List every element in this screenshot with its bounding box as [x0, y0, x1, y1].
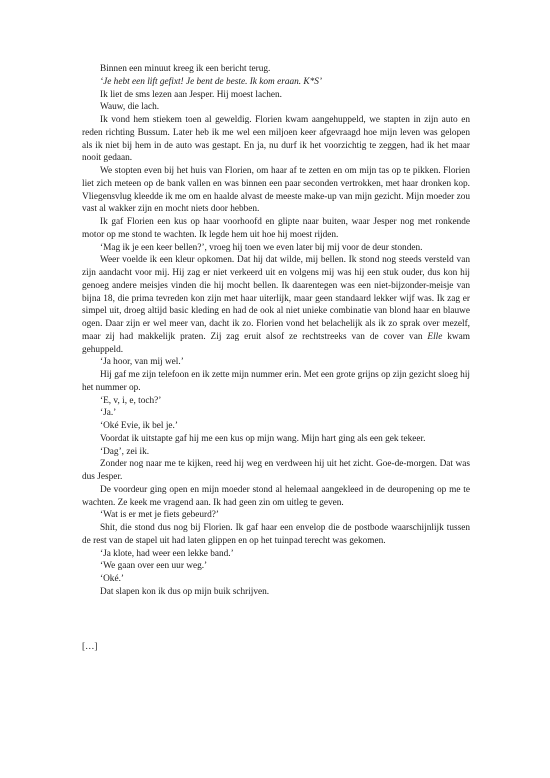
- paragraph: Binnen een minuut kreeg ik een bericht terug.: [100, 64, 271, 74]
- paragraph: Weer voelde ik een kleur opkomen. Dat hij dat wilde, mij bellen. Ik stond nog steeds versteld van zijn aandacht voor mij. Hij zag er niet verkeerd uit en volgens mij was hij een stuk ouder, dus kon hij genoeg andere meisjes vinden die hij mocht bellen. Ik daarentegen was een niet-bijzonder-meisje van bijna 18, die prima tevreden kon zijn met haar uiterlijk, maar geen standaard lekker wijf was. Ik zag er simpel uit, droeg altijd basic kleding en had de ook al niet unieke combinatie van blond haar en blauwe ogen. Daar zijn er wel meer van, dacht ik zo. Florien vond het belachelijk als ik zo sprak over mezelf, maar zij had makkelijk praten. Zij zag eruit alsof ze rechtstreeks van de cover van Elle kwam gehuppeld.: [82, 255, 471, 355]
- paragraph: Dat slapen kon ik dus op mijn buik schrijven.: [100, 586, 270, 597]
- body-text: [82, 63, 470, 599]
- paragraph: ‘Dag’, zei ik.: [100, 446, 150, 457]
- paragraph: Ik gaf Florien een kus op haar voorhoofd en glipte naar buiten, waar Jesper nog met ronkende motor op me stond te wachten. Ik legde hem uit hoe hij moest rijden.: [82, 217, 470, 240]
- magazine-title: Elle: [427, 331, 443, 342]
- paragraph: Zonder nog naar me te kijken, reed hij weg en verdween hij uit het zicht. Goe-de-morgen. Dat was dus Jesper.: [82, 459, 470, 482]
- paragraph: ‘Oké Evie, ik bel je.’: [100, 421, 178, 431]
- paragraph: ‘Ja hoor, van mij wel.’: [100, 357, 184, 368]
- omission-marker: […]: [82, 642, 98, 652]
- paragraph: We stopten even bij het huis van Florien, om haar af te zetten en om mijn tas op te pikken. Florien liet zich meteen op de bank vallen en was binnen een paar seconden vertrokken, met haar dronken kop. Vliegensvlug kleedde ik me om en haalde alvast de meeste make-up van mijn gezicht. Mijn moeder zou vast al wakker zijn en mocht niets door hebben.: [82, 166, 470, 215]
- paragraph: ‘Wat is er met je fiets gebeurd?’: [100, 510, 220, 521]
- paragraph: Shit, die stond dus nog bij Florien. Ik gaf haar een envelop die de postbode waarschijnlijk tussen de rest van de stapel uit had laten glippen en op het tuinpad terecht was gekomen.: [82, 523, 470, 546]
- paragraph: Hij gaf me zijn telefoon en ik zette mijn nummer erin. Met een grote grijns op zijn gezicht sloeg hij het nummer op.: [82, 370, 470, 393]
- paragraph: ‘Je hebt een lift gefixt! Je bent de beste. Ik kom eraan. K*S’: [100, 76, 323, 87]
- paragraph: ‘Oké.’: [100, 574, 125, 584]
- paragraph: Ik liet de sms lezen aan Jesper. Hij moest lachen.: [100, 89, 283, 100]
- paragraph: Wauw, die lach.: [100, 102, 160, 113]
- paragraph: ‘Ja klote, had weer een lekke band.’: [100, 548, 234, 559]
- paragraph: De voordeur ging open en mijn moeder stond al helemaal aangekleed in de deuropening op me te wachten. Ze keek me vragend aan. Ik had geen zin om uitleg te geven.: [82, 484, 470, 508]
- paragraph: Voordat ik uitstapte gaf hij me een kus op mijn wang. Mijn hart ging als een gek tekeer.: [100, 433, 426, 444]
- paragraph: ‘Ja.’: [100, 408, 117, 419]
- paragraph: ‘We gaan over een uur weg.’: [100, 561, 208, 572]
- paragraph: ‘E, v, i, e, toch?’: [100, 395, 162, 406]
- paragraph: ‘Mag ik je een keer bellen?’, vroeg hij toen we even later bij mij voor de deur stonden.: [100, 242, 423, 253]
- paragraph: Ik vond hem stiekem toen al geweldig. Florien kwam aangehuppeld, we stapten in zijn auto en reden richting Bussum. Later heb ik me wel een miljoen keer afgevraagd hoe mijn leven was gelopen als ik niet bij hem in de auto was gestapt. En ja, nu durf ik het voorzichtig te zeggen, had ik het maar nooit gedaan.: [82, 115, 470, 164]
